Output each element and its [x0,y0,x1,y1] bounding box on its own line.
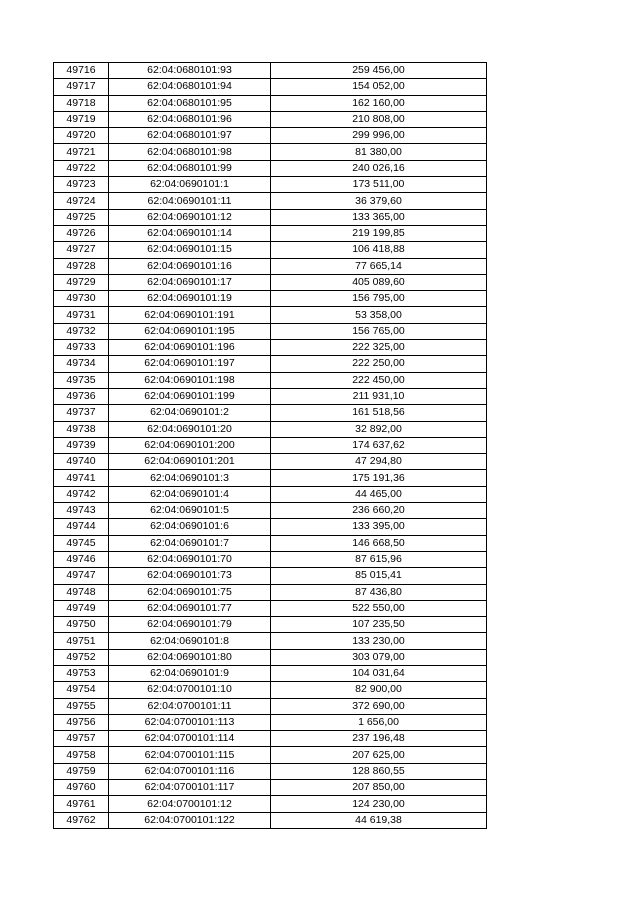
cadastral-number-cell: 62:04:0690101:8 [109,633,271,649]
table-row [54,258,487,274]
cadastral-number-cell: 62:04:0690101:2 [109,405,271,421]
row-number-cell: 49734 [54,356,109,372]
row-number-cell: 49717 [54,79,109,95]
row-number-cell: 49738 [54,421,109,437]
cadastral-number-cell: 62:04:0690101:198 [109,372,271,388]
cadastral-number-cell: 62:04:0700101:12 [109,796,271,812]
row-number-cell: 49753 [54,665,109,681]
table-row [54,535,487,551]
table-row [54,177,487,193]
cadastral-value-cell: 303 079,00 [271,649,487,665]
cadastral-value-cell: 154 052,00 [271,79,487,95]
table-row [54,796,487,812]
table-row [54,731,487,747]
cadastral-value-cell: 44 465,00 [271,486,487,502]
row-number-cell: 49718 [54,95,109,111]
cadastral-number-cell: 62:04:0680101:94 [109,79,271,95]
cadastral-number-cell: 62:04:0690101:75 [109,584,271,600]
row-number-cell: 49754 [54,682,109,698]
table-row [54,437,487,453]
cadastral-value-cell: 1 656,00 [271,714,487,730]
table-row [54,111,487,127]
row-number-cell: 49719 [54,111,109,127]
cadastral-value-cell: 405 089,60 [271,274,487,290]
table-row [54,780,487,796]
cadastral-value-cell: 161 518,56 [271,405,487,421]
cadastral-number-cell: 62:04:0700101:116 [109,763,271,779]
row-number-cell: 49761 [54,796,109,812]
cadastral-number-cell: 62:04:0690101:1 [109,177,271,193]
table-row [54,356,487,372]
cadastral-number-cell: 62:04:0690101:6 [109,519,271,535]
cadastral-number-cell: 62:04:0680101:99 [109,160,271,176]
table-row [54,551,487,567]
row-number-cell: 49729 [54,274,109,290]
cadastral-number-cell: 62:04:0680101:96 [109,111,271,127]
table-row [54,698,487,714]
row-number-cell: 49736 [54,388,109,404]
cadastral-number-cell: 62:04:0690101:80 [109,649,271,665]
row-number-cell: 49743 [54,503,109,519]
cadastral-number-cell: 62:04:0690101:16 [109,258,271,274]
cadastral-number-cell: 62:04:0680101:95 [109,95,271,111]
row-number-cell: 49756 [54,714,109,730]
table-row [54,307,487,323]
table-row [54,503,487,519]
cadastral-number-cell: 62:04:0690101:11 [109,193,271,209]
table-row [54,128,487,144]
cadastral-value-cell: 207 625,00 [271,747,487,763]
row-number-cell: 49759 [54,763,109,779]
table-row [54,486,487,502]
cadastral-value-cell: 124 230,00 [271,796,487,812]
cadastral-value-cell: 87 615,96 [271,551,487,567]
cadastral-value-cell: 107 235,50 [271,617,487,633]
cadastral-value-cell: 522 550,00 [271,600,487,616]
cadastral-value-cell: 82 900,00 [271,682,487,698]
cadastral-number-cell: 62:04:0690101:20 [109,421,271,437]
row-number-cell: 49751 [54,633,109,649]
row-number-cell: 49724 [54,193,109,209]
row-number-cell: 49757 [54,731,109,747]
row-number-cell: 49739 [54,437,109,453]
row-number-cell: 49731 [54,307,109,323]
table-row [54,242,487,258]
table-row [54,812,487,828]
row-number-cell: 49744 [54,519,109,535]
row-number-cell: 49740 [54,454,109,470]
row-number-cell: 49750 [54,617,109,633]
cadastral-number-cell: 62:04:0690101:12 [109,209,271,225]
row-number-cell: 49745 [54,535,109,551]
cadastral-value-cell: 128 860,55 [271,763,487,779]
cadastral-number-cell: 62:04:0700101:11 [109,698,271,714]
table-row [54,568,487,584]
cadastral-number-cell: 62:04:0690101:196 [109,340,271,356]
cadastral-value-cell: 77 665,14 [271,258,487,274]
cadastral-value-table [53,62,487,829]
cadastral-value-cell: 222 450,00 [271,372,487,388]
table-row [54,617,487,633]
cadastral-value-cell: 146 668,50 [271,535,487,551]
table-row [54,274,487,290]
cadastral-value-cell: 211 931,10 [271,388,487,404]
cadastral-value-cell: 173 511,00 [271,177,487,193]
cadastral-value-cell: 207 850,00 [271,780,487,796]
cadastral-number-cell: 62:04:0690101:7 [109,535,271,551]
table-row [54,454,487,470]
cadastral-value-cell: 32 892,00 [271,421,487,437]
row-number-cell: 49748 [54,584,109,600]
row-number-cell: 49737 [54,405,109,421]
cadastral-value-cell: 372 690,00 [271,698,487,714]
cadastral-value-cell: 237 196,48 [271,731,487,747]
cadastral-value-cell: 53 358,00 [271,307,487,323]
cadastral-value-cell: 44 619,38 [271,812,487,828]
row-number-cell: 49722 [54,160,109,176]
row-number-cell: 49733 [54,340,109,356]
table-row [54,79,487,95]
row-number-cell: 49752 [54,649,109,665]
row-number-cell: 49727 [54,242,109,258]
row-number-cell: 49725 [54,209,109,225]
cadastral-number-cell: 62:04:0690101:195 [109,323,271,339]
cadastral-value-cell: 36 379,60 [271,193,487,209]
row-number-cell: 49747 [54,568,109,584]
cadastral-number-cell: 62:04:0700101:113 [109,714,271,730]
cadastral-number-cell: 62:04:0700101:115 [109,747,271,763]
row-number-cell: 49720 [54,128,109,144]
table-row [54,470,487,486]
cadastral-value-cell: 240 026,16 [271,160,487,176]
table-row [54,95,487,111]
cadastral-value-cell: 219 199,85 [271,225,487,241]
row-number-cell: 49741 [54,470,109,486]
row-number-cell: 49735 [54,372,109,388]
row-number-cell: 49755 [54,698,109,714]
row-number-cell: 49730 [54,291,109,307]
table-row [54,600,487,616]
cadastral-value-cell: 133 395,00 [271,519,487,535]
cadastral-value-cell: 156 795,00 [271,291,487,307]
cadastral-number-cell: 62:04:0690101:197 [109,356,271,372]
table-row [54,763,487,779]
table-row [54,372,487,388]
cadastral-value-cell: 133 365,00 [271,209,487,225]
cadastral-value-cell: 299 996,00 [271,128,487,144]
table-row [54,714,487,730]
table-row [54,421,487,437]
row-number-cell: 49723 [54,177,109,193]
cadastral-number-cell: 62:04:0690101:3 [109,470,271,486]
table-row [54,405,487,421]
cadastral-number-cell: 62:04:0690101:191 [109,307,271,323]
cadastral-value-cell: 85 015,41 [271,568,487,584]
cadastral-value-cell: 104 031,64 [271,665,487,681]
cadastral-value-cell: 210 808,00 [271,111,487,127]
table-body [54,63,487,829]
cadastral-number-cell: 62:04:0690101:15 [109,242,271,258]
cadastral-value-cell: 222 250,00 [271,356,487,372]
table-row [54,584,487,600]
row-number-cell: 49716 [54,63,109,79]
cadastral-number-cell: 62:04:0690101:79 [109,617,271,633]
table-row [54,193,487,209]
cadastral-value-cell: 222 325,00 [271,340,487,356]
table-row [54,144,487,160]
table-row [54,747,487,763]
table-row [54,665,487,681]
cadastral-number-cell: 62:04:0690101:201 [109,454,271,470]
cadastral-number-cell: 62:04:0690101:4 [109,486,271,502]
cadastral-value-cell: 47 294,80 [271,454,487,470]
cadastral-number-cell: 62:04:0690101:77 [109,600,271,616]
cadastral-number-cell: 62:04:0680101:98 [109,144,271,160]
cadastral-value-cell: 259 456,00 [271,63,487,79]
row-number-cell: 49760 [54,780,109,796]
table-row [54,63,487,79]
cadastral-number-cell: 62:04:0700101:122 [109,812,271,828]
cadastral-value-cell: 156 765,00 [271,323,487,339]
row-number-cell: 49742 [54,486,109,502]
cadastral-number-cell: 62:04:0680101:93 [109,63,271,79]
cadastral-value-cell: 87 436,80 [271,584,487,600]
row-number-cell: 49762 [54,812,109,828]
cadastral-number-cell: 62:04:0690101:17 [109,274,271,290]
table-row [54,291,487,307]
cadastral-number-cell: 62:04:0690101:19 [109,291,271,307]
table-row [54,649,487,665]
cadastral-number-cell: 62:04:0700101:114 [109,731,271,747]
cadastral-value-cell: 133 230,00 [271,633,487,649]
cadastral-value-cell: 236 660,20 [271,503,487,519]
table-row [54,519,487,535]
row-number-cell: 49746 [54,551,109,567]
table-row [54,682,487,698]
table-row [54,225,487,241]
cadastral-number-cell: 62:04:0690101:14 [109,225,271,241]
table-row [54,340,487,356]
row-number-cell: 49758 [54,747,109,763]
cadastral-number-cell: 62:04:0700101:117 [109,780,271,796]
row-number-cell: 49728 [54,258,109,274]
cadastral-number-cell: 62:04:0690101:73 [109,568,271,584]
row-number-cell: 49732 [54,323,109,339]
table-row [54,160,487,176]
cadastral-number-cell: 62:04:0700101:10 [109,682,271,698]
row-number-cell: 49726 [54,225,109,241]
cadastral-value-cell: 81 380,00 [271,144,487,160]
row-number-cell: 49721 [54,144,109,160]
cadastral-value-cell: 162 160,00 [271,95,487,111]
row-number-cell: 49749 [54,600,109,616]
table-row [54,323,487,339]
cadastral-value-cell: 106 418,88 [271,242,487,258]
cadastral-number-cell: 62:04:0690101:70 [109,551,271,567]
cadastral-value-cell: 175 191,36 [271,470,487,486]
cadastral-value-cell: 174 637,62 [271,437,487,453]
table-row [54,633,487,649]
table-row [54,209,487,225]
cadastral-number-cell: 62:04:0690101:199 [109,388,271,404]
cadastral-number-cell: 62:04:0690101:5 [109,503,271,519]
table-row [54,388,487,404]
cadastral-number-cell: 62:04:0690101:200 [109,437,271,453]
cadastral-number-cell: 62:04:0680101:97 [109,128,271,144]
cadastral-number-cell: 62:04:0690101:9 [109,665,271,681]
